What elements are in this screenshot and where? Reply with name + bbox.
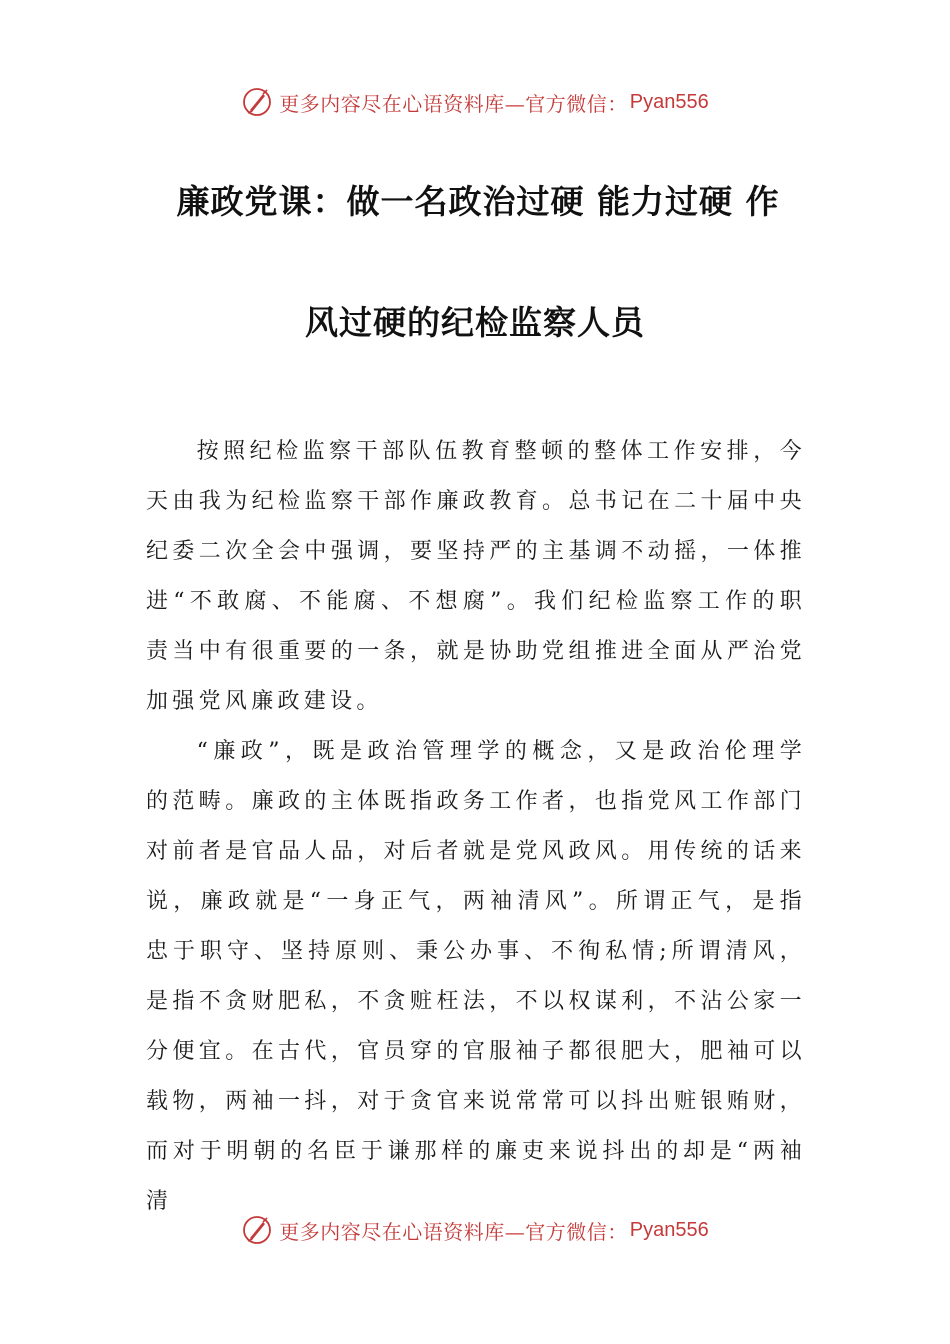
document-title-line2: 风过硬的纪检监察人员 bbox=[305, 303, 645, 342]
watermark-banner-bottom bbox=[0, 1210, 950, 1250]
body-paragraph-2: “廉政”，既是政治管理学的概念，又是政治伦理学的范畴。廉政的主体既指政务工作者，也指党风工作部门对前者是官品人品，对后者就是党风政风。用传统的话来说，廉政就是“一身正气，两袖清风”。所谓正气，是指忠于职守、坚持原则、秉公办事、不徇私情;所谓清风，是指不贪财肥私，不贪赃枉法，不以权谋利，不沾公家一分便宜。在古代，官员穿的官服袖子都很肥大，肥袖可以载物，两袖一抖，对于贪官来说常常可以抖出赃银贿财，而对于明朝的名臣于谦那样的廉吏来说抖出的却是“两袖清 bbox=[146, 739, 806, 1214]
watermark-banner-top bbox=[0, 82, 950, 122]
watermark-handle: Pyan556 bbox=[629, 1218, 709, 1241]
document-title-line1: 廉政党课：做一名政治过硬 能力过硬 作 bbox=[176, 182, 780, 221]
quill-logo-icon bbox=[241, 1214, 273, 1246]
quill-logo-icon bbox=[241, 86, 273, 118]
watermark-text: 更多内容尽在心语资料库—官方微信： bbox=[279, 1219, 628, 1244]
watermark-text: 更多内容尽在心语资料库—官方微信： bbox=[279, 91, 628, 116]
body-paragraph-1: 按照纪检监察干部队伍教育整顿的整体工作安排，今天由我为纪检监察干部作廉政教育。总书记在二十届中央纪委二次全会中强调，要坚持严的主基调不动摇，一体推进“不敢腐、不能腐、不想腐”。我们纪检监察工作的职责当中有很重要的一条，就是协助党组推进全面从严治党加强党风廉政建设。 bbox=[146, 439, 806, 714]
watermark-handle: Pyan556 bbox=[629, 90, 709, 113]
document-body bbox=[146, 427, 806, 1227]
